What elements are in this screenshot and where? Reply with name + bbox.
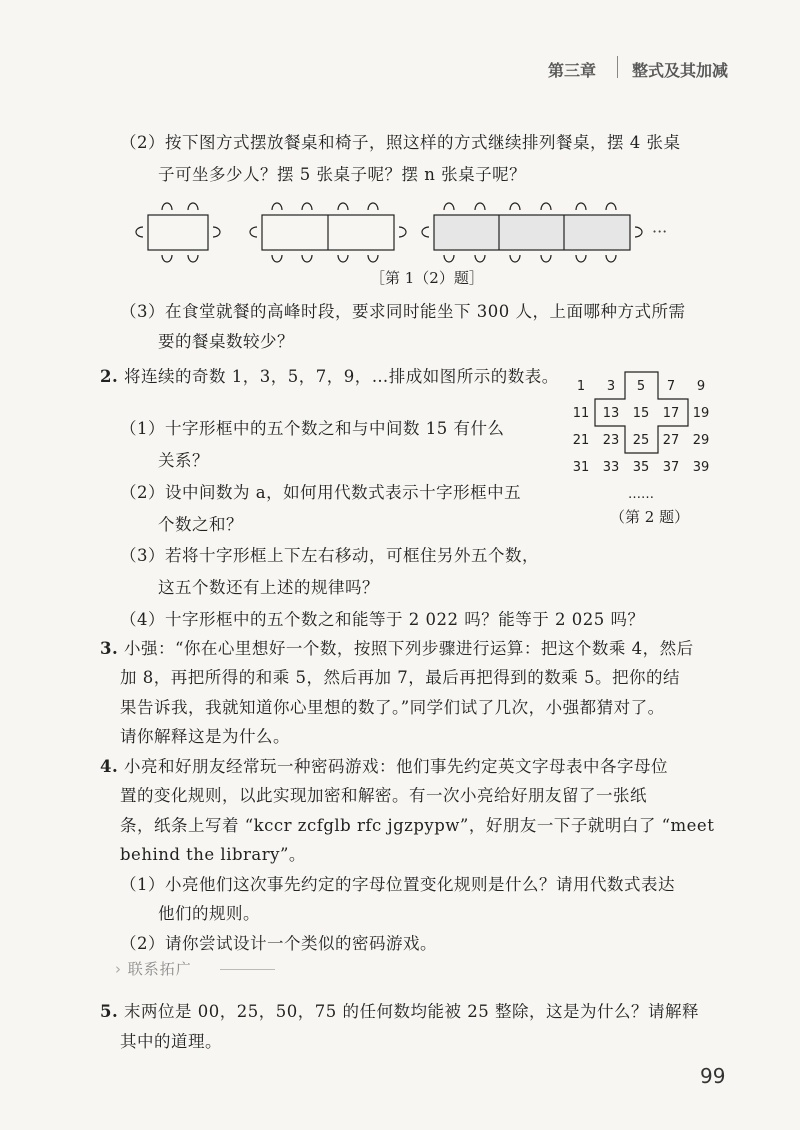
grid-cell: 25: [632, 433, 650, 448]
q1-part2-line1: （2）按下图方式摆放餐桌和椅子，照这样的方式继续排列餐桌，摆 4 张桌: [120, 133, 681, 152]
chair: [272, 203, 282, 210]
grid-cell: 31: [572, 460, 590, 475]
q2-part1-line1: （1）十字形框中的五个数之和与中间数 15 有什么: [120, 419, 505, 438]
table-1: [148, 215, 208, 250]
q2-number: 2.: [100, 367, 119, 386]
q5-number: 5.: [100, 1002, 119, 1021]
q2-intro-text: 将连续的奇数 1，3，5，7，9，…排成如图所示的数表。: [123, 367, 559, 386]
q2-intro: [100, 362, 559, 392]
chapter-label: 第三章: [548, 61, 597, 80]
chair: [368, 203, 378, 210]
chair: [541, 203, 551, 210]
q4-line4: behind the library”。: [120, 845, 306, 864]
grid-cell: 7: [666, 379, 676, 394]
grid-cell: 29: [692, 433, 710, 448]
chair: [162, 203, 172, 210]
table-group-3: [434, 215, 630, 250]
q3-line1: [100, 634, 694, 664]
chair: [444, 255, 454, 262]
odd-number-grid: [566, 370, 716, 520]
q4-part1-line1: （1）小亮他们这次事先约定的字母位置变化规则是什么？请用代数式表达: [120, 875, 675, 894]
q2-part3-line2: 这五个数还有上述的规律吗？: [158, 578, 379, 597]
page-header: [0, 0, 800, 86]
chevron-right-icon: ›: [115, 960, 122, 978]
q4-part1-line2: 他们的规则。: [158, 904, 260, 923]
chair: [338, 203, 348, 210]
chair: [302, 203, 312, 210]
chapter-title: 整式及其加减: [632, 61, 729, 80]
grid-cell: 19: [692, 406, 710, 421]
grid-cell: 21: [572, 433, 590, 448]
chair: [368, 255, 378, 262]
grid-cell: 27: [662, 433, 680, 448]
chair: [338, 255, 348, 262]
q4-number: 4.: [100, 757, 119, 776]
chair: [541, 255, 551, 262]
section-title: 联系拓广: [127, 960, 192, 978]
grid-cell: 5: [636, 379, 646, 394]
grid-cell: 15: [632, 406, 650, 421]
grid-cell: 37: [662, 460, 680, 475]
continuation-ellipsis: ···: [652, 222, 668, 241]
grid-cell: 33: [602, 460, 620, 475]
chair: [188, 203, 198, 210]
q2-part4: （4）十字形框中的五个数之和能等于 2 022 吗？能等于 2 025 吗？: [120, 610, 645, 629]
q1-part3-line1: （3）在食堂就餐的高峰时段，要求同时能坐下 300 人，上面哪种方式所需: [120, 302, 686, 321]
q2-part2-line2: 个数之和？: [158, 515, 243, 534]
chair: [272, 255, 282, 262]
grid-dots: ……: [628, 487, 654, 502]
q4-line1-text: 小亮和好朋友经常玩一种密码游戏：他们事先约定英文字母表中各字母位: [123, 757, 668, 776]
chair: [510, 203, 520, 210]
section-heading: [115, 958, 192, 979]
q2-figure-caption: （第 2 题）: [610, 508, 690, 526]
page-number: 99: [700, 1064, 726, 1088]
chair: [510, 255, 520, 262]
header-divider: [617, 56, 618, 78]
q2-part3-line1: （3）若将十字形框上下左右移动，可框住另外五个数，: [120, 546, 539, 565]
q3-line1-text: 小强：“你在心里想好一个数，按照下列步骤进行运算：把这个数乘 4，然后: [123, 639, 694, 658]
q1-part2-line2: 子可坐多少人？摆 5 张桌子呢？摆 n 张桌子呢？: [158, 165, 527, 184]
q3-line4: 请你解释这是为什么。: [120, 727, 290, 746]
grid-cell: 17: [662, 406, 680, 421]
q3-line3: 果告诉我，我就知道你心里想的数了。”同学们试了几次，小强都猜对了。: [120, 698, 665, 717]
chair: [576, 255, 586, 262]
chair: [576, 203, 586, 210]
grid-cell: 23: [602, 433, 620, 448]
chair: [422, 227, 429, 237]
q2-part2-line1: （2）设中间数为 a，如何用代数式表示十字形框中五: [120, 483, 522, 502]
q3-line2: 加 8，再把所得的和乘 5，然后再加 7，最后再把得到的数乘 5。把你的结: [120, 668, 680, 687]
q4-line3: 条，纸条上写着 “kccr zcfglb rfc jgzpypw”，好朋友一下子就明白了 “meet: [120, 816, 715, 835]
chair: [444, 203, 454, 210]
section-rule: [220, 969, 275, 970]
q5-line1-text: 末两位是 00，25，50，75 的任何数均能被 25 整除，这是为什么？请解释: [123, 1002, 699, 1021]
q3-number: 3.: [100, 639, 119, 658]
chair: [302, 255, 312, 262]
grid-cell: 11: [572, 406, 590, 421]
chair: [635, 227, 642, 237]
chair: [399, 227, 406, 237]
chair: [606, 203, 616, 210]
q1-figure-caption: ［第 1（2）题］: [370, 269, 484, 287]
q2-part1-line2: 关系？: [158, 451, 209, 470]
q4-line1: [100, 752, 668, 782]
q5-line2: 其中的道理。: [120, 1032, 222, 1051]
grid-cell: 35: [632, 460, 650, 475]
chair: [250, 227, 257, 237]
chair: [213, 227, 220, 237]
q4-part2: （2）请你尝试设计一个类似的密码游戏。: [120, 934, 437, 953]
chair: [475, 255, 485, 262]
chair: [475, 203, 485, 210]
chair: [136, 227, 143, 237]
q5-line1: [100, 997, 699, 1027]
chair: [188, 255, 198, 262]
grid-cell: 39: [692, 460, 710, 475]
grid-cell: 9: [696, 379, 706, 394]
q1-part3-line2: 要的餐桌数较少？: [158, 332, 294, 351]
chair: [606, 255, 616, 262]
table-arrangement-figure: [0, 195, 800, 275]
grid-cell: 13: [602, 406, 620, 421]
grid-cell: 3: [606, 379, 616, 394]
chair: [162, 255, 172, 262]
grid-cell: 1: [576, 379, 586, 394]
q4-line2: 置的变化规则，以此实现加密和解密。有一次小亮给好朋友留了一张纸: [120, 786, 647, 805]
